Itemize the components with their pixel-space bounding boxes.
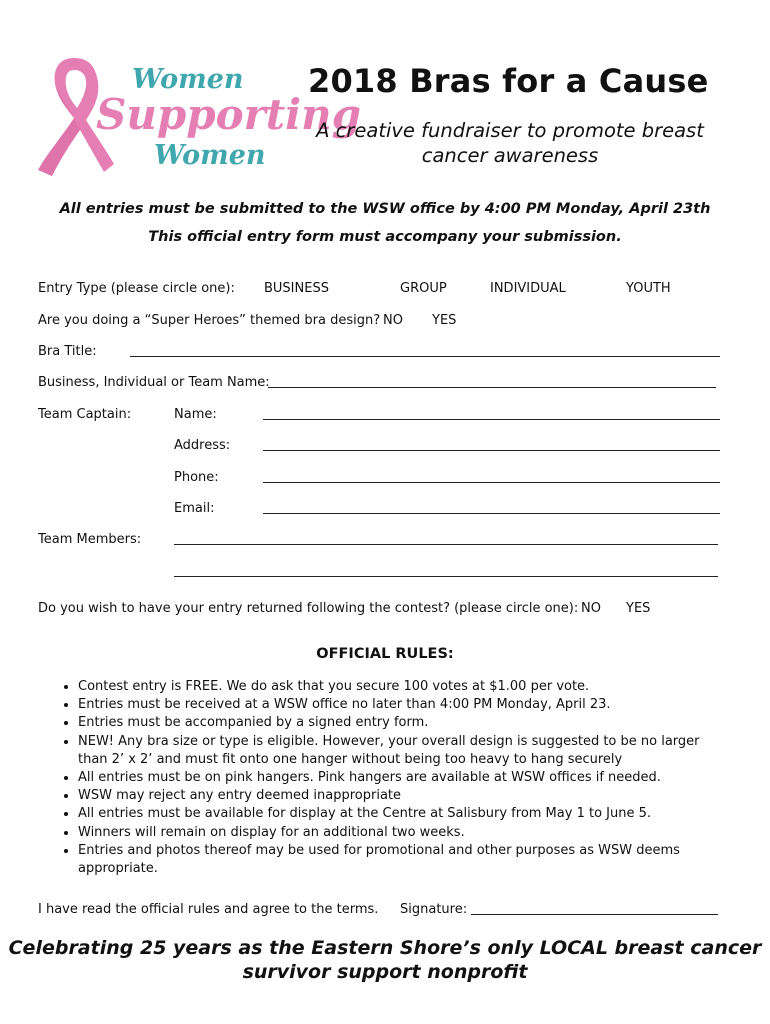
entry-type-label: Entry Type (please circle one):: [38, 281, 235, 296]
rule-item: • Entries must be received at a WSW office no later than 4:00 PM Monday, April 23.: [78, 696, 728, 714]
rule-item: • WSW may reject any entry deemed inappropriate: [78, 787, 728, 805]
rule-item: • Entries and photos thereof may be used for promotional and other purposes as WSW deems appropriate.: [78, 842, 728, 878]
captain-phone-field[interactable]: [263, 482, 720, 483]
footer-tagline: Celebrating 25 years as the Eastern Shore’s only LOCAL breast cancer survivor support nonprofit: [8, 937, 762, 983]
bra-title-label: Bra Title:: [38, 344, 97, 359]
bra-title-field[interactable]: [130, 356, 720, 357]
entry-type-option-group[interactable]: GROUP: [400, 281, 447, 296]
entry-type-option-individual[interactable]: INDIVIDUAL: [490, 281, 566, 296]
signature-label: Signature:: [400, 902, 468, 917]
business-name-label: Business, Individual or Team Name:: [38, 375, 270, 390]
logo-word-supporting: Supporting: [96, 90, 362, 139]
super-heroes-question: Are you doing a “Super Heroes” themed bra design?: [38, 313, 381, 328]
super-heroes-option-no[interactable]: NO: [383, 313, 403, 328]
team-members-label: Team Members:: [38, 532, 142, 547]
business-name-field[interactable]: [268, 387, 716, 388]
rule-item: • Entries must be accompanied by a signed entry form.: [78, 714, 728, 732]
captain-address-field[interactable]: [263, 450, 720, 451]
team-members-field-1[interactable]: [174, 544, 718, 545]
return-entry-option-no[interactable]: NO: [581, 601, 601, 616]
signature-field[interactable]: [471, 914, 718, 915]
entry-type-option-youth[interactable]: YOUTH: [626, 281, 671, 296]
logo-word-women-bottom: Women: [154, 140, 266, 171]
team-captain-label: Team Captain:: [38, 407, 132, 422]
rule-item: • Winners will remain on display for an additional two weeks.: [78, 824, 728, 842]
captain-phone-label: Phone:: [174, 470, 219, 485]
page-subtitle: A creative fundraiser to promote breast cancer awareness: [316, 119, 704, 167]
return-entry-question: Do you wish to have your entry returned following the contest? (please circle one):: [38, 601, 579, 616]
rules-heading: OFFICIAL RULES:: [316, 646, 454, 662]
submission-deadline-notice: All entries must be submitted to the WSW office by 4:00 PM Monday, April 23th: [59, 201, 711, 217]
captain-email-field[interactable]: [263, 513, 720, 514]
team-members-field-2[interactable]: [174, 576, 718, 577]
page-title: 2018 Bras for a Cause: [308, 62, 709, 100]
entry-type-option-business[interactable]: BUSINESS: [264, 281, 329, 296]
rule-item: • All entries must be available for display at the Centre at Salisbury from May 1 to June 5.: [78, 805, 728, 823]
captain-name-field[interactable]: [263, 419, 720, 420]
rule-item: • Contest entry is FREE. We do ask that you secure 100 votes at $1.00 per vote.: [78, 678, 728, 696]
entry-form-notice: This official entry form must accompany your submission.: [148, 229, 622, 245]
captain-email-label: Email:: [174, 501, 215, 516]
rules-list: [38, 678, 728, 878]
captain-name-label: Name:: [174, 407, 217, 422]
captain-address-label: Address:: [174, 438, 231, 453]
logo-word-women-top: Women: [132, 64, 244, 95]
rule-item: • All entries must be on pink hangers. Pink hangers are available at WSW offices if needed.: [78, 769, 728, 787]
agreement-statement: I have read the official rules and agree to the terms.: [38, 902, 379, 917]
rule-item: • NEW! Any bra size or type is eligible. However, your overall design is suggested to be no larger than 2’ x 2’ and must fit onto one hanger without being too heavy to hang securely: [78, 733, 728, 769]
return-entry-option-yes[interactable]: YES: [626, 601, 651, 616]
super-heroes-option-yes[interactable]: YES: [432, 313, 457, 328]
logo: [34, 52, 362, 182]
